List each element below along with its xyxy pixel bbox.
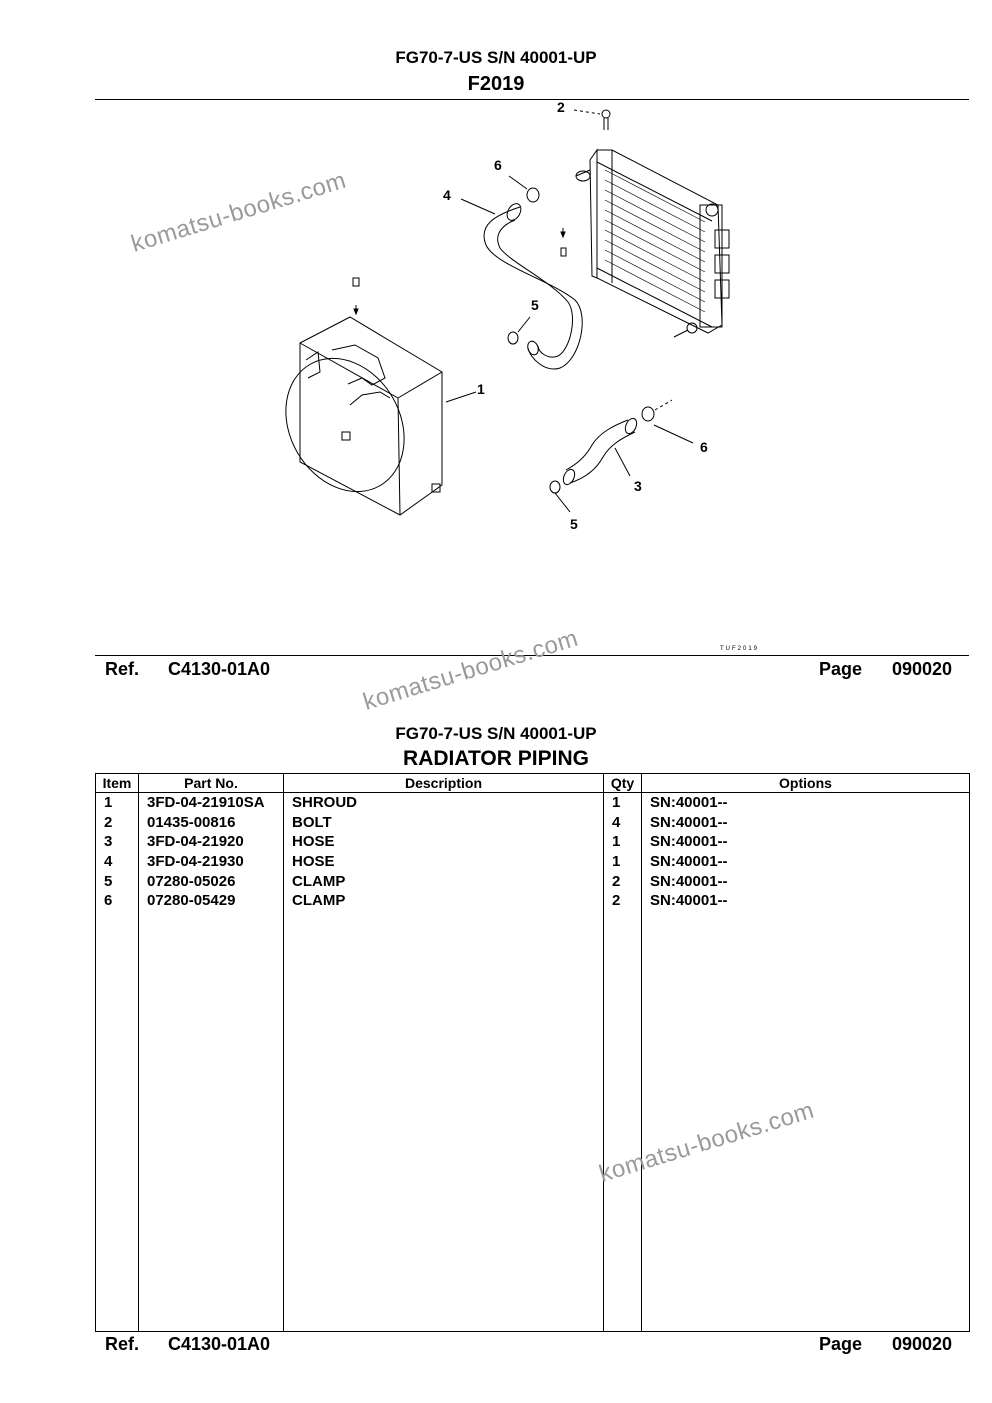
callout-6-lower: 6 [700, 439, 708, 455]
cell-item: 2 [96, 813, 139, 833]
cell-options: SN:40001-- [642, 871, 970, 891]
col-description: Description [284, 774, 604, 793]
cell-qty: 2 [604, 871, 642, 891]
cell-options: SN:40001-- [642, 852, 970, 872]
cell-qty: 1 [604, 852, 642, 872]
cell-item: 3 [96, 832, 139, 852]
drawing-code: TUF2019 [720, 646, 760, 652]
page2-ref-label: Ref. [105, 1334, 140, 1354]
cell-description: CLAMP [284, 891, 604, 911]
cell-options: SN:40001-- [642, 813, 970, 833]
cell-item: 1 [96, 793, 139, 813]
parts-table-header [96, 774, 970, 793]
cell-part-no: 3FD-04-21910SA [139, 793, 284, 813]
shroud-drawing [262, 317, 476, 515]
table-row [96, 793, 970, 813]
cell-options: SN:40001-- [642, 793, 970, 813]
cell-item: 6 [96, 891, 139, 911]
clamp-lower-right-drawing [642, 400, 693, 443]
cell-item: 5 [96, 871, 139, 891]
watermark: komatsu-books.com [360, 624, 582, 716]
col-item: Item [96, 774, 139, 793]
col-options: Options [642, 774, 970, 793]
page2-title: RADIATOR PIPING [403, 747, 589, 770]
page2-model-header: FG70-7-US S/N 40001-UP [395, 724, 597, 743]
hose-lower-drawing [561, 417, 639, 487]
clamp-lower-left-drawing [550, 481, 570, 512]
cell-qty: 4 [604, 813, 642, 833]
table-row [96, 832, 970, 852]
watermark: komatsu-books.com [128, 166, 350, 258]
cell-item: 4 [96, 852, 139, 872]
cell-options: SN:40001-- [642, 891, 970, 911]
page1-model-header: FG70-7-US S/N 40001-UP [395, 48, 597, 67]
cell-part-no: 3FD-04-21930 [139, 852, 284, 872]
callout-5-lower: 5 [570, 516, 578, 532]
cell-description: BOLT [284, 813, 604, 833]
page1-figure-number: F2019 [467, 73, 525, 95]
cell-description: CLAMP [284, 871, 604, 891]
cell-qty: 2 [604, 891, 642, 911]
callout-1: 1 [477, 381, 485, 397]
page2-page-label: Page [819, 1334, 863, 1354]
callout-6-upper: 6 [494, 157, 502, 173]
watermark: komatsu-books.com [596, 1096, 818, 1188]
clamp-mid-drawing [508, 317, 530, 344]
page1-page-value: 090020 [892, 659, 953, 679]
cell-qty: 1 [604, 793, 642, 813]
cell-part-no: 07280-05026 [139, 871, 284, 891]
callout-2: 2 [557, 99, 565, 115]
parts-diagram [0, 100, 992, 655]
table-row [96, 891, 970, 911]
table-row [96, 852, 970, 872]
callout-3: 3 [634, 478, 642, 494]
hose-upper-drawing [461, 199, 582, 369]
cell-description: HOSE [284, 852, 604, 872]
cell-description: SHROUD [284, 793, 604, 813]
page2-page-value: 090020 [892, 1334, 953, 1354]
cell-part-no: 07280-05429 [139, 891, 284, 911]
page1-ref-value: C4130-01A0 [168, 659, 271, 679]
col-part-no: Part No. [139, 774, 284, 793]
cell-qty: 1 [604, 832, 642, 852]
cell-part-no: 3FD-04-21920 [139, 832, 284, 852]
callout-5-upper: 5 [531, 297, 539, 313]
radiator-drawing [576, 150, 729, 337]
bolt-drawing [574, 110, 610, 130]
col-qty: Qty [604, 774, 642, 793]
callout-4: 4 [443, 187, 451, 203]
clamp-upper-drawing [509, 176, 539, 202]
page1-page-label: Page [819, 659, 863, 679]
table-row [96, 813, 970, 833]
table-row [96, 871, 970, 891]
cell-description: HOSE [284, 832, 604, 852]
table-empty-space [96, 911, 970, 1332]
cell-part-no: 01435-00816 [139, 813, 284, 833]
page1-ref-label: Ref. [105, 659, 140, 679]
cell-options: SN:40001-- [642, 832, 970, 852]
parts-table [95, 773, 970, 1332]
page2-ref-value: C4130-01A0 [168, 1334, 271, 1354]
